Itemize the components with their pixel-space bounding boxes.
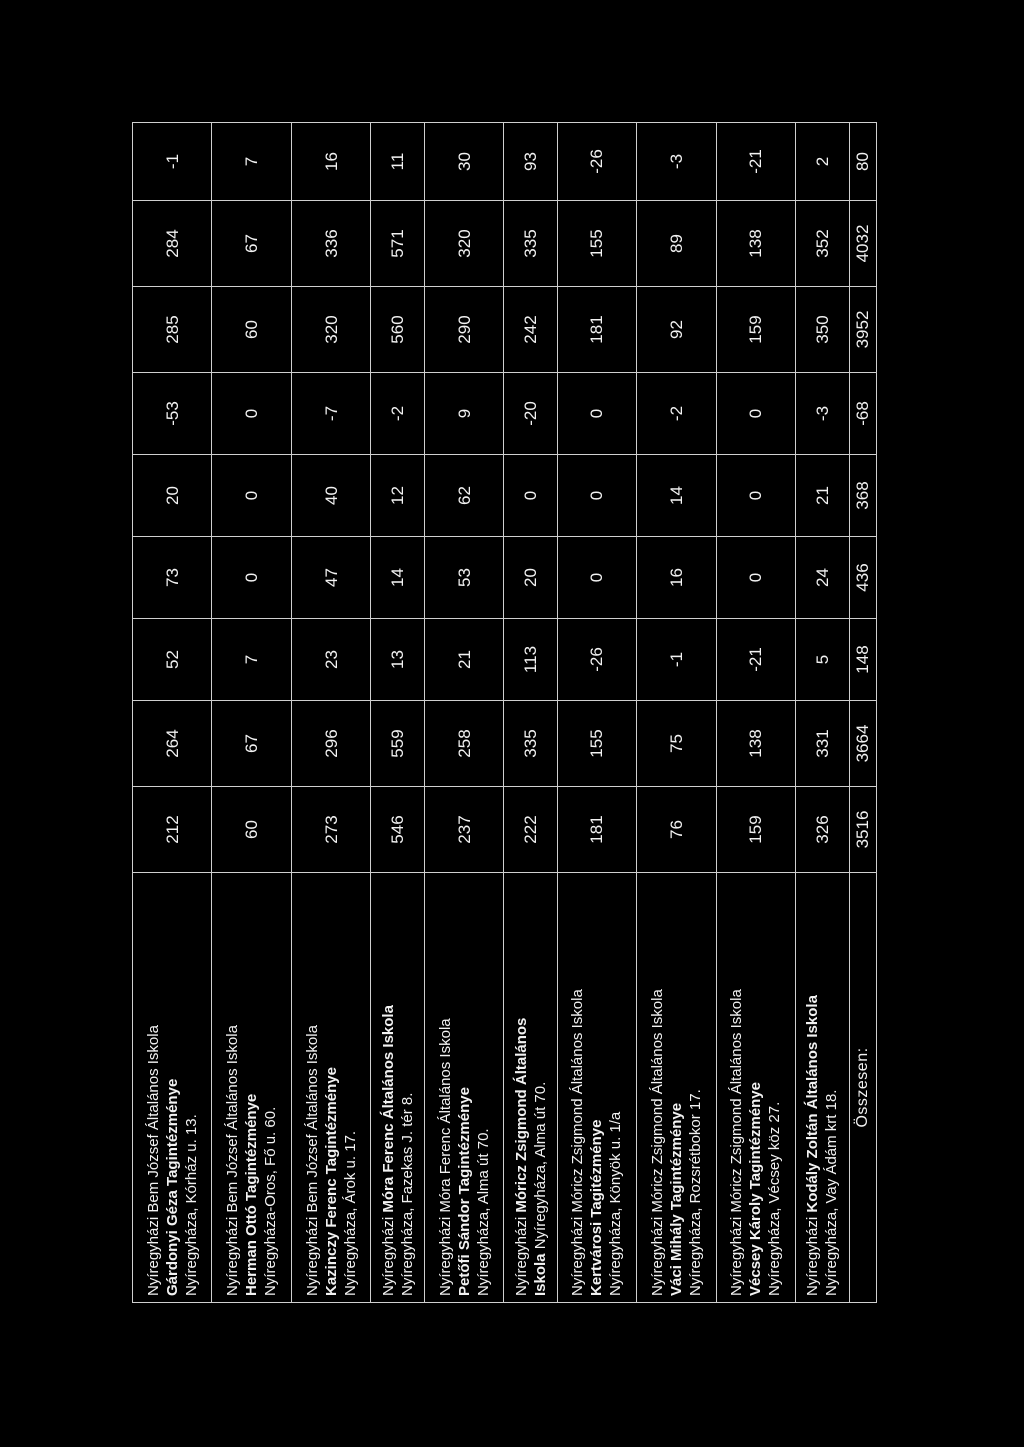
- branch-name: Váci Mihály Tagintézménye: [667, 1102, 685, 1296]
- value-cell: 30: [424, 123, 503, 201]
- address: Nyíregyháza, Könyök u. 1/a: [607, 1111, 625, 1296]
- address: Nyíregyháza, Kórház u. 13.: [182, 1114, 200, 1296]
- school-name-cell: [424, 873, 503, 1303]
- value-cell: -21: [716, 619, 795, 701]
- value-cell: 89: [637, 201, 716, 287]
- school-line: [512, 879, 531, 1296]
- school-name-cell: [716, 873, 795, 1303]
- value-cell: 285: [133, 287, 212, 373]
- school-name-cell: [504, 873, 557, 1303]
- school-line: Nyíregyházi Bem József Általános Iskola: [144, 1025, 162, 1296]
- value-cell: 284: [133, 201, 212, 287]
- branch-name: Vécsey Károly Tagintézménye: [747, 1082, 765, 1296]
- value-cell: 155: [557, 201, 636, 287]
- total-value-cell: 4032: [849, 201, 876, 287]
- value-cell: 242: [504, 287, 557, 373]
- value-cell: 571: [371, 201, 424, 287]
- value-cell: 320: [424, 201, 503, 287]
- branch-name: Gárdonyi Géza Tagintézménye: [163, 1078, 181, 1296]
- address: Nyíregyháza, Alma út 70.: [531, 1081, 549, 1254]
- school-prefix: Nyíregyházi: [379, 1212, 397, 1296]
- school-line: Nyíregyházi Móricz Zsigmond Általános Iskola: [648, 989, 666, 1296]
- value-cell: 352: [796, 201, 849, 287]
- value-cell: 336: [291, 201, 370, 287]
- value-cell: 92: [637, 287, 716, 373]
- total-row: [849, 123, 876, 1303]
- value-cell: 258: [424, 701, 503, 787]
- branch-name: Petőfi Sándor Tagintézménye: [455, 1087, 473, 1296]
- school-line: [531, 879, 550, 1296]
- value-cell: 222: [504, 787, 557, 873]
- value-cell: -21: [716, 123, 795, 201]
- value-cell: 93: [504, 123, 557, 201]
- value-cell: 0: [716, 455, 795, 537]
- value-cell: 0: [716, 537, 795, 619]
- value-cell: 62: [424, 455, 503, 537]
- value-cell: 264: [133, 701, 212, 787]
- value-cell: 60: [212, 287, 291, 373]
- total-value-cell: 3516: [849, 787, 876, 873]
- value-cell: -1: [133, 123, 212, 201]
- value-cell: 155: [557, 701, 636, 787]
- value-cell: 181: [557, 787, 636, 873]
- school-prefix: Nyíregyházi: [804, 1212, 822, 1296]
- value-cell: 14: [637, 455, 716, 537]
- value-cell: -26: [557, 619, 636, 701]
- value-cell: 14: [371, 537, 424, 619]
- address: Nyíregyháza, Alma út 70.: [474, 1128, 492, 1296]
- table-row: [133, 123, 212, 1303]
- total-value-cell: 368: [849, 455, 876, 537]
- school-line: Nyíregyházi Bem József Általános Iskola: [303, 1025, 321, 1296]
- value-cell: 16: [637, 537, 716, 619]
- value-cell: 290: [424, 287, 503, 373]
- value-cell: 73: [133, 537, 212, 619]
- school-name-cell: [291, 873, 370, 1303]
- address: Nyíregyháza, Árok u. 17.: [341, 1130, 359, 1296]
- rotated-table-page: [132, 123, 877, 1303]
- table-body: [133, 123, 877, 1303]
- value-cell: 60: [212, 787, 291, 873]
- school-name-cell: [557, 873, 636, 1303]
- school-line: Nyíregyházi Móra Ferenc Általános Iskola: [436, 1018, 454, 1296]
- value-cell: 52: [133, 619, 212, 701]
- value-cell: 12: [371, 455, 424, 537]
- school-name-cell: [796, 873, 849, 1303]
- table-row: [796, 123, 849, 1303]
- value-cell: 24: [796, 537, 849, 619]
- total-value-cell: 80: [849, 123, 876, 201]
- address: Nyíregyháza-Oros, Fő u. 60.: [262, 1106, 280, 1296]
- school-name-cell: [371, 873, 424, 1303]
- school-prefix: Nyíregyházi: [512, 1212, 530, 1296]
- value-cell: -53: [133, 373, 212, 455]
- value-cell: 159: [716, 787, 795, 873]
- table-row: [212, 123, 291, 1303]
- value-cell: -1: [637, 619, 716, 701]
- value-cell: 138: [716, 201, 795, 287]
- value-cell: 546: [371, 787, 424, 873]
- value-cell: 11: [371, 123, 424, 201]
- value-cell: 21: [796, 455, 849, 537]
- address: Nyíregyháza, Vay Ádám krt 18.: [823, 1089, 841, 1296]
- value-cell: 76: [637, 787, 716, 873]
- value-cell: 181: [557, 287, 636, 373]
- value-cell: 350: [796, 287, 849, 373]
- total-value-cell: 148: [849, 619, 876, 701]
- value-cell: 0: [557, 455, 636, 537]
- school-name-cell: [637, 873, 716, 1303]
- value-cell: 47: [291, 537, 370, 619]
- value-cell: 16: [291, 123, 370, 201]
- total-label: Összesen:: [849, 873, 876, 1303]
- total-value-cell: 436: [849, 537, 876, 619]
- table-row: [637, 123, 716, 1303]
- school-enrollment-table: [132, 122, 877, 1303]
- table-row: [557, 123, 636, 1303]
- value-cell: 0: [212, 455, 291, 537]
- branch-name: Kertvárosi Tagitézménye: [588, 1119, 606, 1296]
- school-name-cell: [133, 873, 212, 1303]
- branch-name: Kazinczy Ferenc Tagintézménye: [322, 1067, 340, 1296]
- table-row: [716, 123, 795, 1303]
- total-value-cell: -68: [849, 373, 876, 455]
- value-cell: 335: [504, 201, 557, 287]
- value-cell: 7: [212, 123, 291, 201]
- value-cell: 138: [716, 701, 795, 787]
- school-name-bold: Móra Ferenc Általános Iskola: [379, 1005, 397, 1213]
- value-cell: 237: [424, 787, 503, 873]
- value-cell: 53: [424, 537, 503, 619]
- value-cell: 20: [133, 455, 212, 537]
- value-cell: -20: [504, 373, 557, 455]
- value-cell: 159: [716, 287, 795, 373]
- value-cell: -7: [291, 373, 370, 455]
- total-value-cell: 3664: [849, 701, 876, 787]
- value-cell: 0: [557, 373, 636, 455]
- value-cell: 559: [371, 701, 424, 787]
- value-cell: -3: [796, 373, 849, 455]
- value-cell: 40: [291, 455, 370, 537]
- value-cell: 67: [212, 201, 291, 287]
- table-row: [424, 123, 503, 1303]
- value-cell: 13: [371, 619, 424, 701]
- value-cell: 23: [291, 619, 370, 701]
- value-cell: 0: [212, 373, 291, 455]
- value-cell: 326: [796, 787, 849, 873]
- value-cell: 0: [504, 455, 557, 537]
- value-cell: 0: [716, 373, 795, 455]
- school-line: Nyíregyházi Bem József Általános Iskola: [224, 1025, 242, 1296]
- school-line: [379, 879, 398, 1296]
- value-cell: 335: [504, 701, 557, 787]
- value-cell: -2: [371, 373, 424, 455]
- value-cell: 296: [291, 701, 370, 787]
- branch-name: Herman Ottó Tagintézménye: [243, 1093, 261, 1296]
- school-name-bold: Kodály Zoltán Általános Iskola: [804, 995, 822, 1213]
- school-name-bold: Iskola: [531, 1253, 549, 1296]
- value-cell: 21: [424, 619, 503, 701]
- address: Nyíregyháza, Rozsrétbokor 17.: [686, 1089, 704, 1296]
- value-cell: 9: [424, 373, 503, 455]
- value-cell: -2: [637, 373, 716, 455]
- value-cell: 212: [133, 787, 212, 873]
- value-cell: -26: [557, 123, 636, 201]
- school-line: Nyíregyházi Móricz Zsigmond Általános Iskola: [728, 989, 746, 1296]
- value-cell: 20: [504, 537, 557, 619]
- school-name-cell: [212, 873, 291, 1303]
- value-cell: 273: [291, 787, 370, 873]
- value-cell: 113: [504, 619, 557, 701]
- value-cell: 331: [796, 701, 849, 787]
- value-cell: 320: [291, 287, 370, 373]
- table-row: [291, 123, 370, 1303]
- school-line: Nyíregyházi Móricz Zsigmond Általános Iskola: [569, 989, 587, 1296]
- school-line: [803, 879, 822, 1296]
- address: Nyíregyháza, Fazekas J. tér 8.: [398, 1092, 416, 1296]
- value-cell: 0: [557, 537, 636, 619]
- value-cell: 2: [796, 123, 849, 201]
- value-cell: 5: [796, 619, 849, 701]
- school-name-bold: Móricz Zsigmond Általános: [512, 1017, 530, 1213]
- table-row: [504, 123, 557, 1303]
- value-cell: 75: [637, 701, 716, 787]
- value-cell: 0: [212, 537, 291, 619]
- value-cell: -3: [637, 123, 716, 201]
- value-cell: 560: [371, 287, 424, 373]
- value-cell: 7: [212, 619, 291, 701]
- total-value-cell: 3952: [849, 287, 876, 373]
- table-row: [371, 123, 424, 1303]
- value-cell: 67: [212, 701, 291, 787]
- address: Nyíregyháza, Vécsey köz 27.: [766, 1101, 784, 1296]
